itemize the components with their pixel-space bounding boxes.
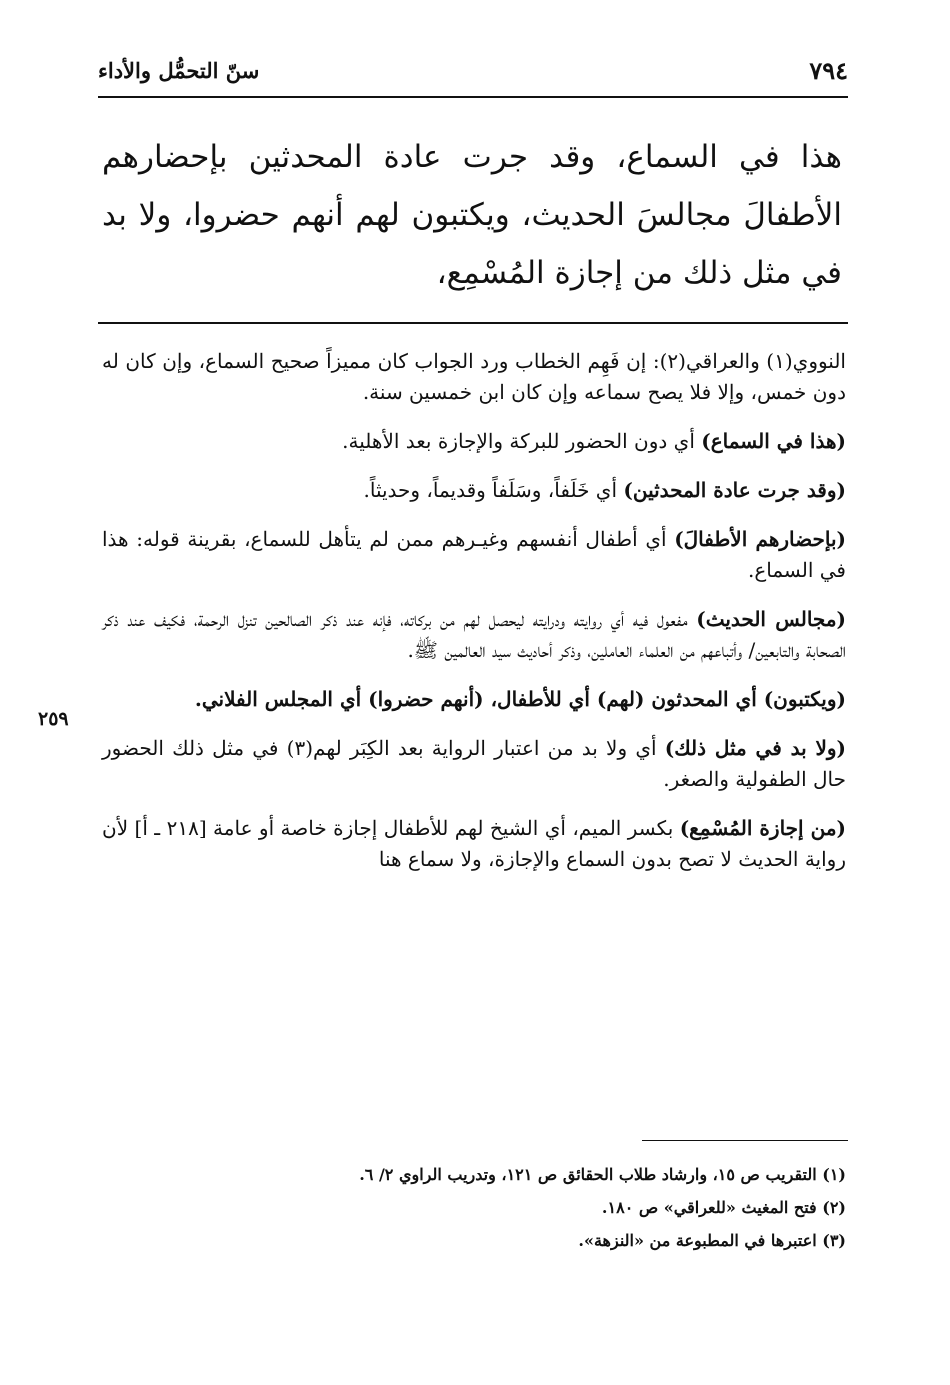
running-title: سنّ التحمُّل والأداء — [98, 58, 260, 83]
page-number: ٧٩٤ — [809, 56, 848, 85]
commentary-paragraph: (وقد جرت عادة المحدثين) أي خَلَفاً، وسَلَفاً وقديماً، وحديثاً. — [363, 478, 846, 502]
commentary-paragraph: (من إجازة المُسْمِع) بكسر الميم، أي الشيخ لهم للأطفال إجازة خاصة أو عامة [٢١٨ ـ أ] لأن رواية الحديث لا تصح بدون السماع والإجازة، ولا سماع هنا — [102, 816, 847, 871]
header-rule — [98, 96, 848, 98]
footnote: (١) التقريب ص ١٥، وارشاد طلاب الحقائق ص ١٢١، وتدريب الراوي ٢/ ٦. — [359, 1165, 846, 1184]
commentary-paragraph: النووي(١) والعراقي(٢): إن فَهِم الخطاب ورد الجواب كان مميزاً صحيح السماع، وإن كان له دون خمس، وإلا فلا يصح سماعه وإن كان ابن خمسين سنة. — [102, 349, 846, 404]
footnotes — [102, 1158, 846, 1257]
matn-text: هذا في السماع، وقد جرت عادة المحدثين بإحضارهم الأطفالَ مجالسَ الحديث، ويكتبون لهم أنهم حضروا، ولا بد في مثل ذلك من إجازة المُسْمِع، — [102, 139, 842, 291]
commentary — [102, 346, 846, 893]
footnote: (٣) اعتبرها في المطبوعة من «النزهة». — [578, 1231, 846, 1250]
lemma: (بإحضارهم الأطفالَ) — [674, 527, 846, 551]
lemma: (ولا بد في مثل ذلك) — [664, 736, 846, 760]
lemma: (من إجازة المُسْمِع) — [679, 816, 847, 840]
footnote: (٢) فتح المغيث «للعراقي» ص ١٨٠. — [601, 1198, 846, 1217]
commentary-paragraph: (هذا في السماع) أي دون الحضور للبركة والإجازة بعد الأهلية. — [342, 429, 846, 453]
manuscript-folio-marker: ٢٥٩ — [38, 708, 69, 730]
lemma: (هذا في السماع) — [701, 429, 846, 453]
footnote-separator — [642, 1140, 848, 1141]
commentary-paragraph: (بإحضارهم الأطفالَ) أي أطفال أنفسهم وغيـرهم ممن لم يتأهل للسماع، بقرينة قوله: هذا في السماع. — [102, 527, 846, 582]
commentary-paragraph: (مجالس الحديث) مفعول فيه أي روايته ودرايته ليحصل لهم من بركاته، فإنه عند ذكر الصالحين تنزل الرحمة، فكيف عند ذكر الصحابة والتابعين/ وأتباعهم من العلماء العاملين، وذكر أحاديث سيد العالمين ﷺ. — [102, 607, 847, 662]
matn-separator — [98, 322, 848, 324]
commentary-paragraph: (ولا بد في مثل ذلك) أي ولا بد من اعتبار الرواية بعد الكِبَر لهم(٣) في مثل ذلك الحضور حال الطفولية والصغر. — [102, 736, 846, 791]
lemma: (وقد جرت عادة المحدثين) — [623, 478, 846, 502]
page-header — [98, 52, 848, 96]
commentary-paragraph: (ويكتبون) أي المحدثون (لهم) أي للأطفال، (أنهم حضروا) أي المجلس الفلاني. — [194, 687, 846, 711]
lemma: (مجالس الحديث) — [696, 607, 847, 631]
